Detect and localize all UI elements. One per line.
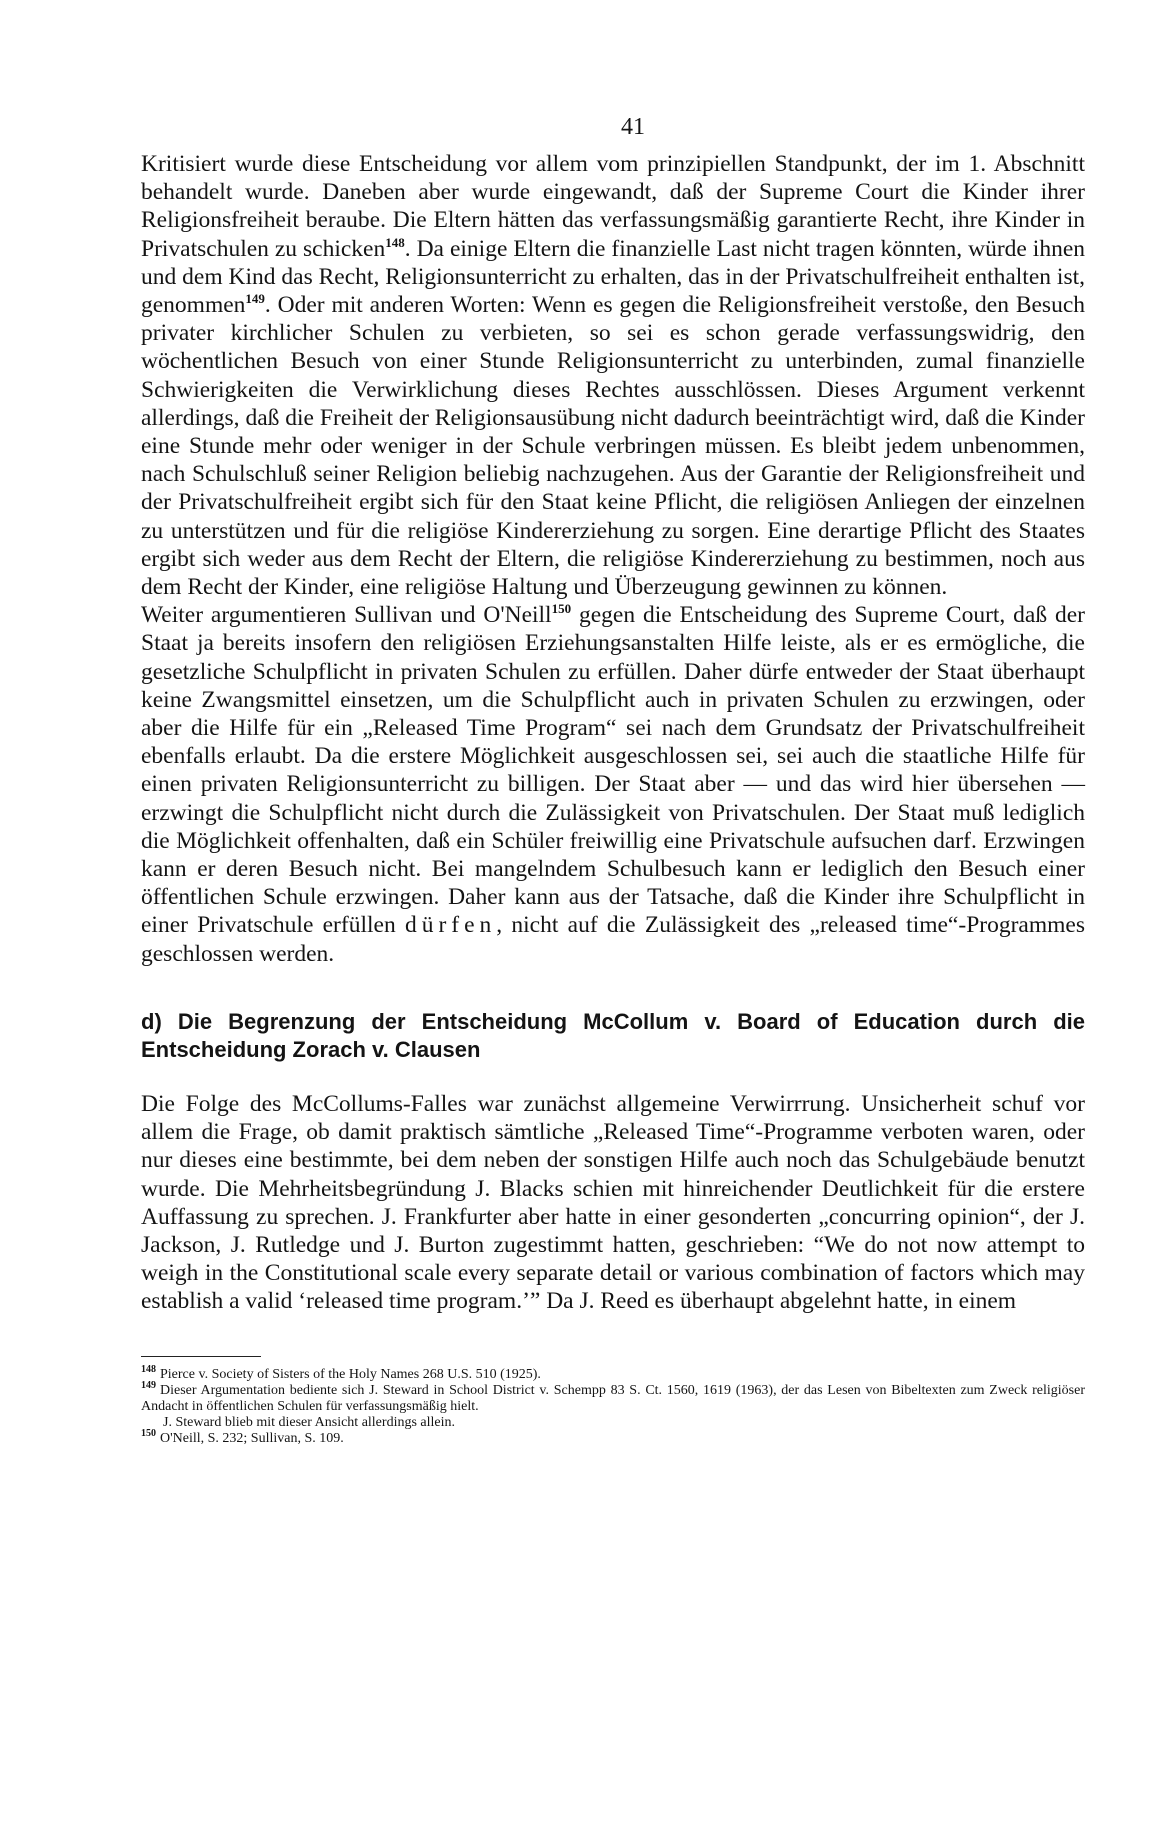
footnote-number: 149 [141,1379,156,1391]
footnote-text: Pierce v. Society of Sisters of the Holy Names 268 U.S. 510 (1925). [160,1366,541,1382]
footnote-ref-148[interactable]: 148 [385,234,405,250]
footnote-ref-149[interactable]: 149 [245,291,265,307]
footnote-text: O'Neill, S. 232; Sullivan, S. 109. [160,1430,344,1446]
footnote-149 [141,1379,1085,1415]
footnote-148 [141,1363,1085,1383]
paragraph-1-text-a: Kritisiert wurde diese Entscheidung vor allem vom prinzipiellen Standpunkt, der im 1. Abschnitt behandelt wurde. Daneben aber wurde eingewandt, daß der Supreme Court die Kinder ihrer Religionsfreiheit beraube. Die Eltern hätten das verfassungsmäßig garantierte Recht, ihre Kinder in Privatschulen zu schicken [141,151,1085,262]
page-number: 41 [621,114,645,140]
footnote-divider [141,1356,261,1357]
footnote-number: 148 [141,1363,156,1375]
section-heading: d) Die Begrenzung der Entscheidung McCollum v. Board of Education durch die Entscheidung Zorach v. Clausen [141,1008,1085,1062]
paragraph-1-text-c: . Oder mit anderen Worten: Wenn es gegen die Religionsfreiheit verstoße, den Besuch privater kirchlicher Schulen zu verbieten, so sei es schon gerade verfassungswidrig, den wöchentlichen Besuch von einer Stunde Religionsunterricht zu unterbinden, zumal finanzielle Schwierigkeiten die Verwirklichung dieses Rechtes ausschlössen. Dieses Argument verkennt allerdings, daß die Freiheit der Religionsausübung nicht dadurch beeinträchtigt wird, daß die Kinder eine Stunde mehr oder weniger in der Schule verbringen müssen. Es bleibt jedem unbenommen, nach Schulschluß seiner Religion beliebig nachzugehen. Aus der Garantie der Religionsfreiheit und der Privatschulfreiheit ergibt sich für den Staat keine Pflicht, die religiösen Anliegen der einzelnen zu unterstützen und für die religiöse Kindererziehung zu sorgen. Eine derartige Pflicht des Staates ergibt sich weder aus dem Recht der Eltern, die religiöse Kindererziehung zu bestimmen, noch aus dem Recht der Kinder, eine religiöse Haltung und Überzeugung gewinnen zu können. [141,292,1085,601]
footnote-ref-150[interactable]: 150 [551,601,572,617]
page [141,112,1085,1447]
paragraph-3: Die Folge des McCollums-Falles war zunächst allgemeine Verwirrrung. Unsicherheit schuf vor allem die Frage, ob damit praktisch sämtliche „Released Time“-Programme verboten waren, oder nur dieses eine bestimmte, bei dem neben der sonstigen Hilfe auch noch das Schulgebäude benutzt wurde. Die Mehrheitsbegründung J. Blacks schien mit hinreichender Deutlichkeit für die erstere Auffassung zu sprechen. J. Frankfurter aber hatte in einer gesonderten „concurring opinion“, der J. Jackson, J. Rutledge und J. Burton zugestimmt hatten, geschrieben: “We do not now attempt to weigh in the Constitutional scale every separate detail or various combination of factors which may establish a valid ‘released time program.’” Da J. Reed es überhaupt abgelehnt hatte, in einem [141,1090,1085,1315]
paragraph-2-text-a: Weiter argumentieren Sullivan und O'Neill [141,602,552,629]
footnote-number: 150 [141,1427,156,1439]
paragraph-2 [141,601,1085,968]
footnotes [141,1363,1085,1447]
footnote-150 [141,1427,1085,1447]
paragraph-2-text-b: gegen die Entscheidung des Supreme Court, daß der Staat ja bereits insofern den religiösen Erziehungsanstalten Hilfe leiste, als er es ermögliche, die gesetzliche Schulpflicht in privaten Schulen zu erfüllen. Daher dürfe entweder der Staat überhaupt keine Zwangsmittel einsetzen, um die Schulpflicht auch in privaten Schulen zu erzwingen, oder aber die Hilfe für ein „Released Time Program“ sei nach dem Grundsatz der Privatschulfreiheit ebenfalls erlaubt. Da die erstere Möglichkeit ausgeschlossen sei, sei auch die staatliche Hilfe für einen privaten Religionsunterricht zu billigen. Der Staat aber — und das wird hier übersehen — erzwingt die Schulpflicht nicht durch die Zulässigkeit von Privatschulen. Der Staat muß lediglich die Möglichkeit offenhalten, daß ein Schüler freiwillig eine Privatschule aufsuchen darf. Erzwingen kann er deren Besuch nicht. Bei mangelndem Schulbesuch kann er lediglich den Besuch einer öffentlichen Schule erzwingen. Daher kann aus der Tatsache, daß die Kinder ihre Schulpflicht in einer Privatschule erfüllen [141,602,1085,939]
footnote-text: Dieser Argumentation bediente sich J. Steward in School District v. Schempp 83 S. Ct. 1560, 1619 (1963), der das Lesen von Bibeltexten zum Zweck religiöser Andacht in öffentlichen Schulen für verfassungsmäßig hielt. [141,1382,1085,1414]
paragraph-2-text-c: , nicht auf die Zulässigkeit des „released time“-Programmes geschlossen werden. [141,912,1085,967]
emphasized-word: dürfen [404,912,497,939]
paragraph-1 [141,150,1085,601]
paragraph-1-text-b: . Da einige Eltern die finanzielle Last nicht tragen könnten, würde ihnen und dem Kind das Recht, Religionsunterricht zu erhalten, das in der Privatschulfreiheit enthalten ist, genommen [141,235,1085,319]
footnote-149-continued: J. Steward blieb mit dieser Ansicht allerdings allein. [163,1414,455,1430]
